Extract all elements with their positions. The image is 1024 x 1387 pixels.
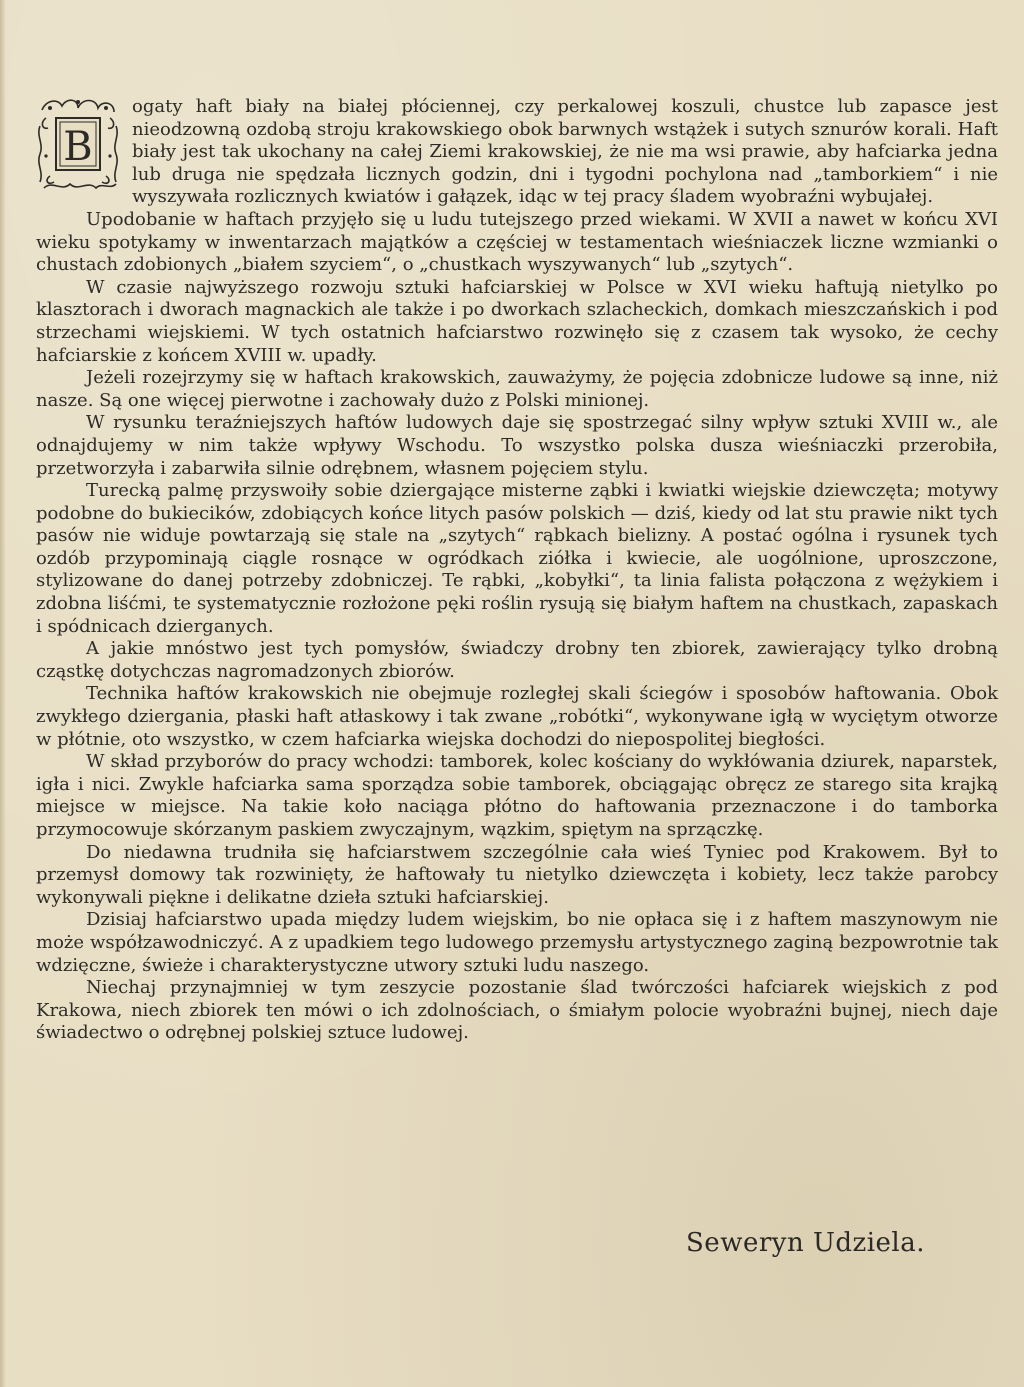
paragraph-11: Dzisiaj hafciarstwo upada między ludem wiejskim, bo nie opłaca się i z haftem maszynowym nie może współzawodniczyć. A z upadkiem tego ludowego przemysłu artystycznego zaginą bezpowrotnie tak wdzięczne, świeże i charakterystyczne utwory sztuki ludu naszego. — [36, 909, 998, 976]
paragraph-3: W czasie najwyższego rozwoju sztuki hafciarskiej w Polsce w XVI wieku haftują nietylko po klasztorach i dworach magnackich ale także i po dworkach szlacheckich, domkach mieszczańskich i pod strzechami wiejskiemi. W tych ostatnich hafciarstwo rozwinęło się z czasem tak wysoko, że cechy hafciarskie z końcem XVIII w. upadły. — [36, 276, 998, 366]
paragraph-2: Upodobanie w haftach przyjęło się u ludu tutejszego przed wiekami. W XVII a nawet w końcu XVI wieku spotykamy w inwentarzach majątków a częściej w testamentach wieśniaczek liczne wzmianki o chustach zdobionych „białem szyciem“, o „chustkach wyszywanych“ lub „szytych“. — [36, 208, 998, 276]
paragraph-8: Technika haftów krakowskich nie obejmuje rozległej skali ściegów i sposobów haftowania. Obok zwykłego dziergania, płaski haft atłaskowy i tak zwane „robótki“, wykonywane igłą w wyciętym otworze w płótnie, oto wszystko, w czem hafciarka wiejska dochodzi do niepospolitej biegłości. — [36, 683, 998, 750]
paragraph-12: Niechaj przynajmniej w tym zeszycie pozostanie ślad twórczości hafciarek wiejskich z pod Krakowa, niech zbiorek ten mówi o ich zdolnościach, o śmiałym polocie wyobraźni bujnej, niech daje świadectwo o odrębnej polskiej sztuce ludowej. — [36, 977, 998, 1044]
decorated-initial-b — [36, 96, 120, 194]
initial-letter: B — [63, 124, 93, 170]
paragraph-1-text: ogaty haft biały na białej płóciennej, czy perkalowej koszuli, chustce lub zapasce jest nieodzowną ozdobą stroju krakowskiego obok barwnych wstążek i sutych sznurów korali. Haft biały jest tak ukochany na całej Ziemi krakowskiej, że nie ma wsi prawie, aby hafciarka jedna lub druga nie spędzała licznych godzin, dni i tygodni pochylona nad „tamborkiem“ i nie wyszywała rozlicznych kwiatów i gałązek, idąc w tej pracy śladem wyobraźni wybujałej. — [132, 96, 998, 208]
paragraph-4: Jeżeli rozejrzymy się w haftach krakowskich, zauważymy, że pojęcia zdobnicze ludowe są inne, niż nasze. Są one więcej pierwotne i zachowały dużo z Polski minionej. — [36, 367, 998, 411]
paragraph-5: W rysunku teraźniejszych haftów ludowych daje się spostrzegać silny wpływ sztuki XVIII w., ale odnajdujemy w nim także wpływy Wschodu. To wszystko polska dusza wieśniaczki przerobiła, przetworzyła i zabarwiła silnie odrębnem, własnem pojęciem stylu. — [36, 412, 998, 479]
paragraph-10: Do niedawna trudniła się hafciarstwem szczególnie cała wieś Tyniec pod Krakowem. Był to przemysł domowy tak rozwinięty, że haftowały tu nietylko dziewczęta i kobiety, lecz także parobcy wykonywali piękne i delikatne dzieła sztuki hafciarskiej. — [36, 841, 998, 908]
author-signature: Seweryn Udziela. — [686, 1228, 926, 1258]
paragraph-1 — [36, 96, 998, 209]
article-body — [36, 96, 998, 1045]
paragraph-6: Turecką palmę przyswoiły sobie dziergające misterne ząbki i kwiatki wiejskie dziewczęta; motywy podobne do bukiecików, zdobiących końce litych pasów polskich — dziś, kiedy od lat stu prawie nikt tych pasów nie widuje powtarzają się stale na „szytych“ rąbkach bielizny. A postać ogólna i rysunek tych ozdób przypominają ciągle rosnące w ogródkach ziółka i kwiecie, ale uogólnione, uproszczone, stylizowane do danej potrzeby zdobniczej. Te rąbki, „kobyłki“, ta linia falista połączona z wężykiem i zdobna liśćmi, te systematycznie rozłożone pęki roślin rysują się białym haftem na chustkach, zapaskach i spódnicach dzierganych. — [36, 480, 998, 637]
page-edge-shadow — [0, 0, 6, 1387]
decorated-initial-ornament — [36, 96, 120, 194]
paragraph-9: W skład przyborów do pracy wchodzi: tamborek, kolec kościany do wykłówania dziurek, naparstek, igła i nici. Zwykle hafciarka sama sporządza sobie tamborek, obciągając obręcz ze starego sita krajką miejsce w miejsce. Na takie koło naciąga płótno do haftowania przeznaczone i do tamborka przymocowuje skórzanym paskiem zwyczajnym, wązkim, spiętym na sprzączkę. — [36, 751, 998, 840]
paragraph-7: A jakie mnóstwo jest tych pomysłów, świadczy drobny ten zbiorek, zawierający tylko drobną cząstkę dotychczas nagromadzonych zbiorów. — [36, 638, 998, 682]
